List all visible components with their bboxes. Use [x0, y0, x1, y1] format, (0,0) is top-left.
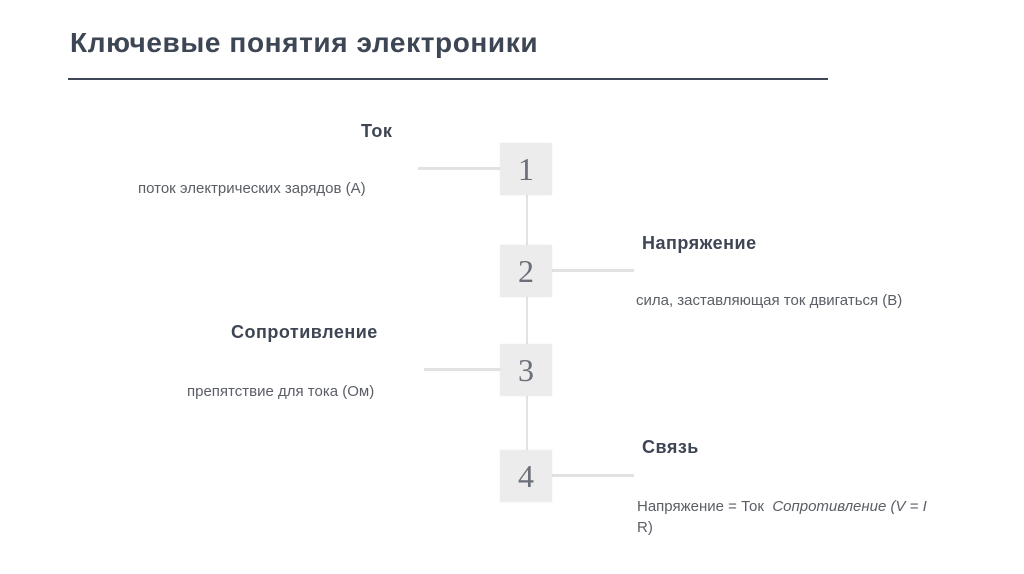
item-4-description — [637, 496, 1007, 538]
number-box-2: 2 — [500, 245, 552, 297]
number-box-3: 3 — [500, 344, 552, 396]
number-box-4: 4 — [500, 450, 552, 502]
item-4-heading: Связь — [642, 437, 699, 457]
item-2-heading: Напряжение — [642, 233, 757, 253]
connector-line-3 — [424, 368, 502, 371]
item-3-heading: Сопротивление — [231, 322, 378, 342]
slide-title: Ключевые понятия электроники — [70, 27, 539, 58]
item-1-description: поток электрических зарядов (A) — [138, 180, 366, 197]
connector-line-1 — [418, 167, 502, 170]
item-4-description-italic-2: (V = I — [890, 498, 927, 515]
title-underline — [68, 78, 828, 80]
item-3-description: препятствие для тока (Ом) — [187, 383, 375, 400]
item-4-description-plain: Напряжение = Ток — [637, 498, 764, 515]
item-4-description-line2: R) — [637, 519, 653, 536]
connector-line-2 — [552, 269, 634, 272]
item-4-description-italic-1: Сопротивление — [772, 498, 887, 515]
item-1-heading: Ток — [361, 121, 393, 141]
item-2-description: сила, заставляющая ток двигаться (В) — [636, 292, 903, 309]
number-box-1: 1 — [500, 143, 552, 195]
connector-line-4 — [552, 474, 634, 477]
timeline-vertical-line — [526, 175, 528, 485]
